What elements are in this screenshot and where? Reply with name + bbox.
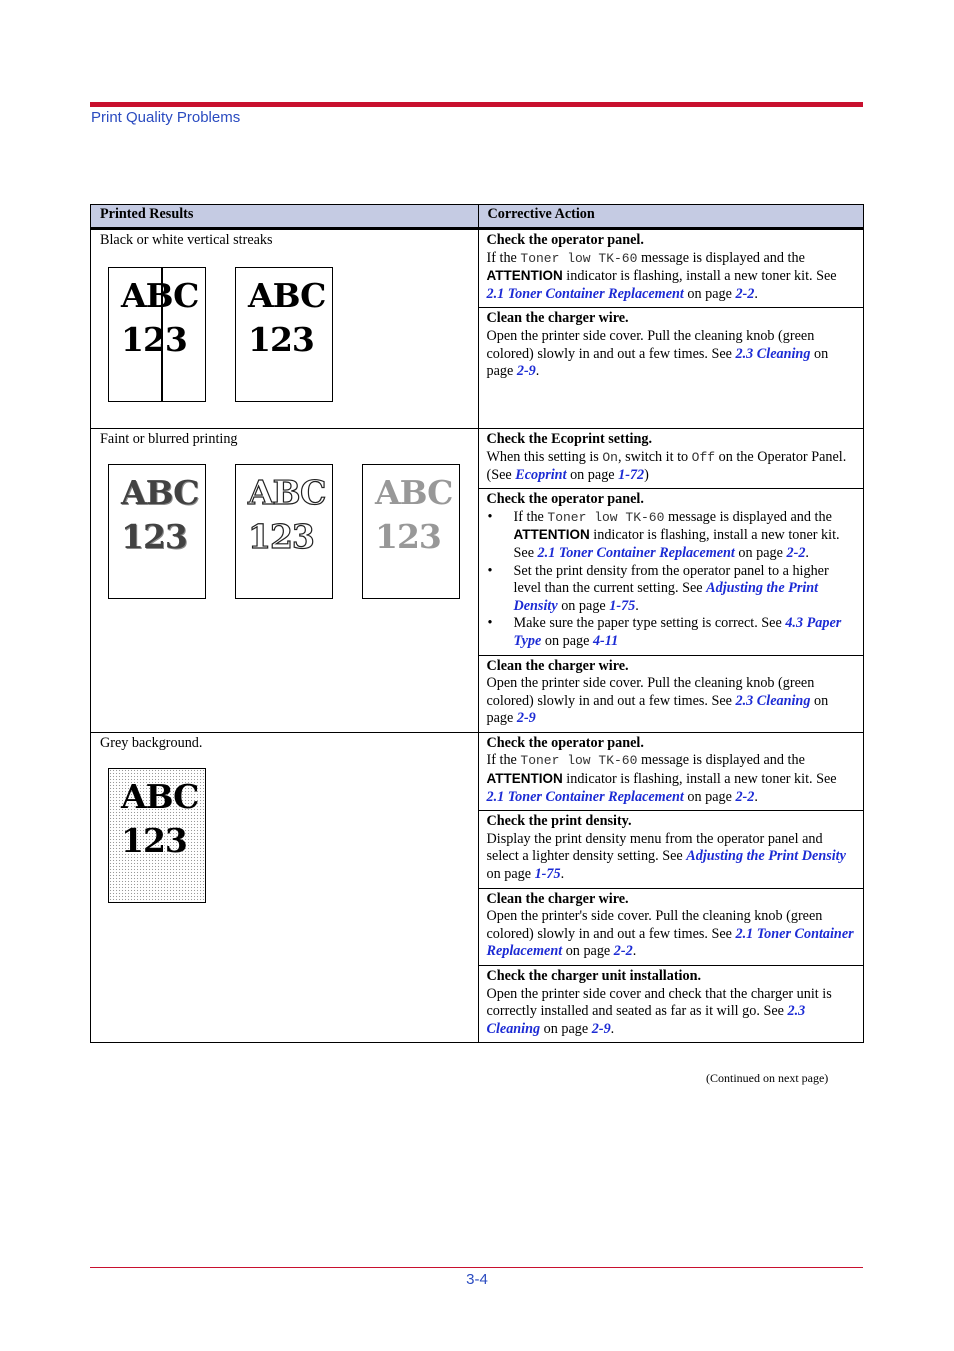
action-heading: Check the charger unit installation. <box>486 968 702 984</box>
table-row <box>91 732 864 810</box>
link-cleaning[interactable]: 2.3 Cleaning <box>735 345 811 362</box>
result-cell <box>91 229 479 429</box>
sample-letters: ABC <box>121 275 199 315</box>
link-page[interactable]: 1-75 <box>609 597 636 614</box>
link-adjusting-print-density[interactable]: Adjusting the Print Density <box>513 580 819 614</box>
link-toner-replacement[interactable]: 2.1 Toner Container Replacement <box>486 925 854 960</box>
attention-indicator-label: ATTENTION <box>513 527 590 543</box>
sample-digits: 123 <box>375 516 441 556</box>
sample-letters: ABC <box>248 472 326 512</box>
result-cell <box>91 732 479 1043</box>
action-bullet-list <box>487 509 856 651</box>
table-row <box>91 229 864 308</box>
action-text: If the Toner low TK-60 message is displayed and the ATTENTION indicator is flashing, install a new toner kit. See 2.1 Toner Container Replacement on page 2-2. <box>486 752 837 805</box>
link-page[interactable]: 2-2 <box>735 285 755 302</box>
action-heading: Check the operator panel. <box>486 232 644 248</box>
sample-digits: 123 <box>121 516 187 556</box>
action-heading: Check the operator panel. <box>486 491 644 508</box>
action-heading: Check the print density. <box>486 813 632 830</box>
link-page[interactable]: 2-9 <box>516 363 536 380</box>
sample-digits: 123 <box>248 516 314 556</box>
action-text: Display the print density menu from the operator panel and select a lighter density setting. See Adjusting the Print Density on page 1-75. <box>486 830 846 883</box>
setting-value: Off <box>691 449 716 465</box>
table-row <box>91 429 864 489</box>
table-header-row <box>91 205 864 229</box>
link-page[interactable]: 2-2 <box>613 943 633 960</box>
action-heading: Check the Ecoprint setting. <box>486 431 653 448</box>
list-item: • If the Toner low TK-60 message is displayed and the ATTENTION indicator is flashing, install a new toner kit. See 2.1 Toner Container Replacement on page 2-2. <box>505 509 856 563</box>
action-text: Open the printer side cover. Pull the cleaning knob (green colored) slowly in and out a few times. See 2.3 Cleaning on page 2-9. <box>486 327 829 380</box>
action-cell <box>478 888 864 965</box>
action-heading: Check the operator panel. <box>486 734 644 751</box>
sample-page-streak <box>108 267 206 402</box>
sample-images <box>100 752 469 912</box>
sample-letters: ABC <box>121 777 199 817</box>
action-cell <box>478 966 864 1043</box>
link-page[interactable]: 2-2 <box>786 544 806 561</box>
action-cell <box>478 811 864 888</box>
sample-digits: 123 <box>248 319 314 359</box>
action-cell <box>478 429 864 489</box>
sample-page-streak <box>235 267 333 402</box>
result-cell <box>91 429 479 733</box>
link-cleaning[interactable]: 2.3 Cleaning <box>486 1003 806 1037</box>
link-toner-replacement[interactable]: 2.1 Toner Container Replacement <box>486 285 684 302</box>
link-page[interactable]: 1-72 <box>618 466 645 483</box>
footer-rule <box>90 1267 863 1268</box>
sample-images <box>100 449 469 609</box>
link-page[interactable]: 1-75 <box>534 866 561 883</box>
result-label: Grey background. <box>100 734 203 751</box>
action-cell <box>478 489 864 655</box>
sample-page-faint <box>362 464 460 599</box>
result-label: Faint or blurred printing <box>100 431 238 448</box>
action-cell <box>478 655 864 732</box>
section-title: Print Quality Problems <box>91 109 241 126</box>
sample-page-grey-background <box>108 768 206 903</box>
link-ecoprint[interactable]: Ecoprint <box>515 466 567 483</box>
attention-indicator-label: ATTENTION <box>486 268 563 284</box>
action-heading: Clean the charger wire. <box>486 890 629 907</box>
print-quality-table <box>90 204 864 1043</box>
action-cell <box>478 308 864 429</box>
link-page[interactable]: 2-9 <box>516 710 536 727</box>
page-number: 3-4 <box>466 1271 488 1288</box>
message-code: Toner low TK-60 <box>520 250 638 266</box>
link-cleaning[interactable]: 2.3 Cleaning <box>735 692 811 709</box>
col-header-printed-results: Printed Results <box>91 205 479 229</box>
action-text: Open the printer side cover. Pull the cleaning knob (green colored) slowly in and out a few times. See 2.3 Cleaning on page 2-9 <box>486 675 829 727</box>
col-header-corrective-action: Corrective Action <box>478 205 864 229</box>
setting-value: On <box>602 449 618 465</box>
sample-digits: 123 <box>121 319 187 359</box>
message-code: Toner low TK-60 <box>520 753 638 769</box>
continued-note: (Continued on next page) <box>706 1071 829 1085</box>
link-toner-replacement[interactable]: 2.1 Toner Container Replacement <box>537 544 735 561</box>
message-code: Toner low TK-60 <box>547 509 665 525</box>
result-label: Black or white vertical streaks <box>100 232 273 248</box>
action-heading: Clean the charger wire. <box>486 310 629 327</box>
sample-letters: ABC <box>121 472 199 512</box>
action-text: Open the printer side cover and check that the charger unit is correctly installed and seated as far as it will go. See 2.3 Cleaning on page 2-9. <box>486 985 832 1037</box>
sample-letters: ABC <box>248 275 326 315</box>
list-item: • Set the print density from the operator panel to a higher level than the current setting. See Adjusting the Print Density on page 1-75. <box>505 563 856 616</box>
list-item: • Make sure the paper type setting is correct. See 4.3 Paper Type on page 4-11 <box>505 615 856 650</box>
header-rule <box>90 102 863 107</box>
link-page[interactable]: 2-2 <box>735 788 755 805</box>
link-toner-replacement[interactable]: 2.1 Toner Container Replacement <box>486 788 684 805</box>
action-text: When this setting is On, switch it to Off on the Operator Panel. (See Ecoprint on page 1-72) <box>486 448 847 483</box>
action-cell <box>478 229 864 308</box>
action-text: Open the printer's side cover. Pull the cleaning knob (green colored) slowly in and out a few times. See 2.1 Toner Container Replacement on page 2-2. <box>486 908 854 960</box>
sample-letters: ABC <box>375 472 453 512</box>
action-text: If the Toner low TK-60 message is displayed and the ATTENTION indicator is flashing, install a new toner kit. See 2.1 Toner Container Replacement on page 2-2. <box>486 249 837 302</box>
link-adjusting-print-density[interactable]: Adjusting the Print Density <box>686 848 846 865</box>
action-cell <box>478 732 864 810</box>
sample-digits: 123 <box>121 821 187 861</box>
link-paper-type[interactable]: 4.3 Paper Type <box>513 615 842 649</box>
sample-page-faint <box>108 464 206 599</box>
sample-page-faint <box>235 464 333 599</box>
link-page[interactable]: 2-9 <box>591 1020 611 1037</box>
link-page[interactable]: 4-11 <box>592 632 619 649</box>
attention-indicator-label: ATTENTION <box>486 771 563 787</box>
action-heading: Clean the charger wire. <box>486 657 629 674</box>
sample-images <box>100 250 469 410</box>
